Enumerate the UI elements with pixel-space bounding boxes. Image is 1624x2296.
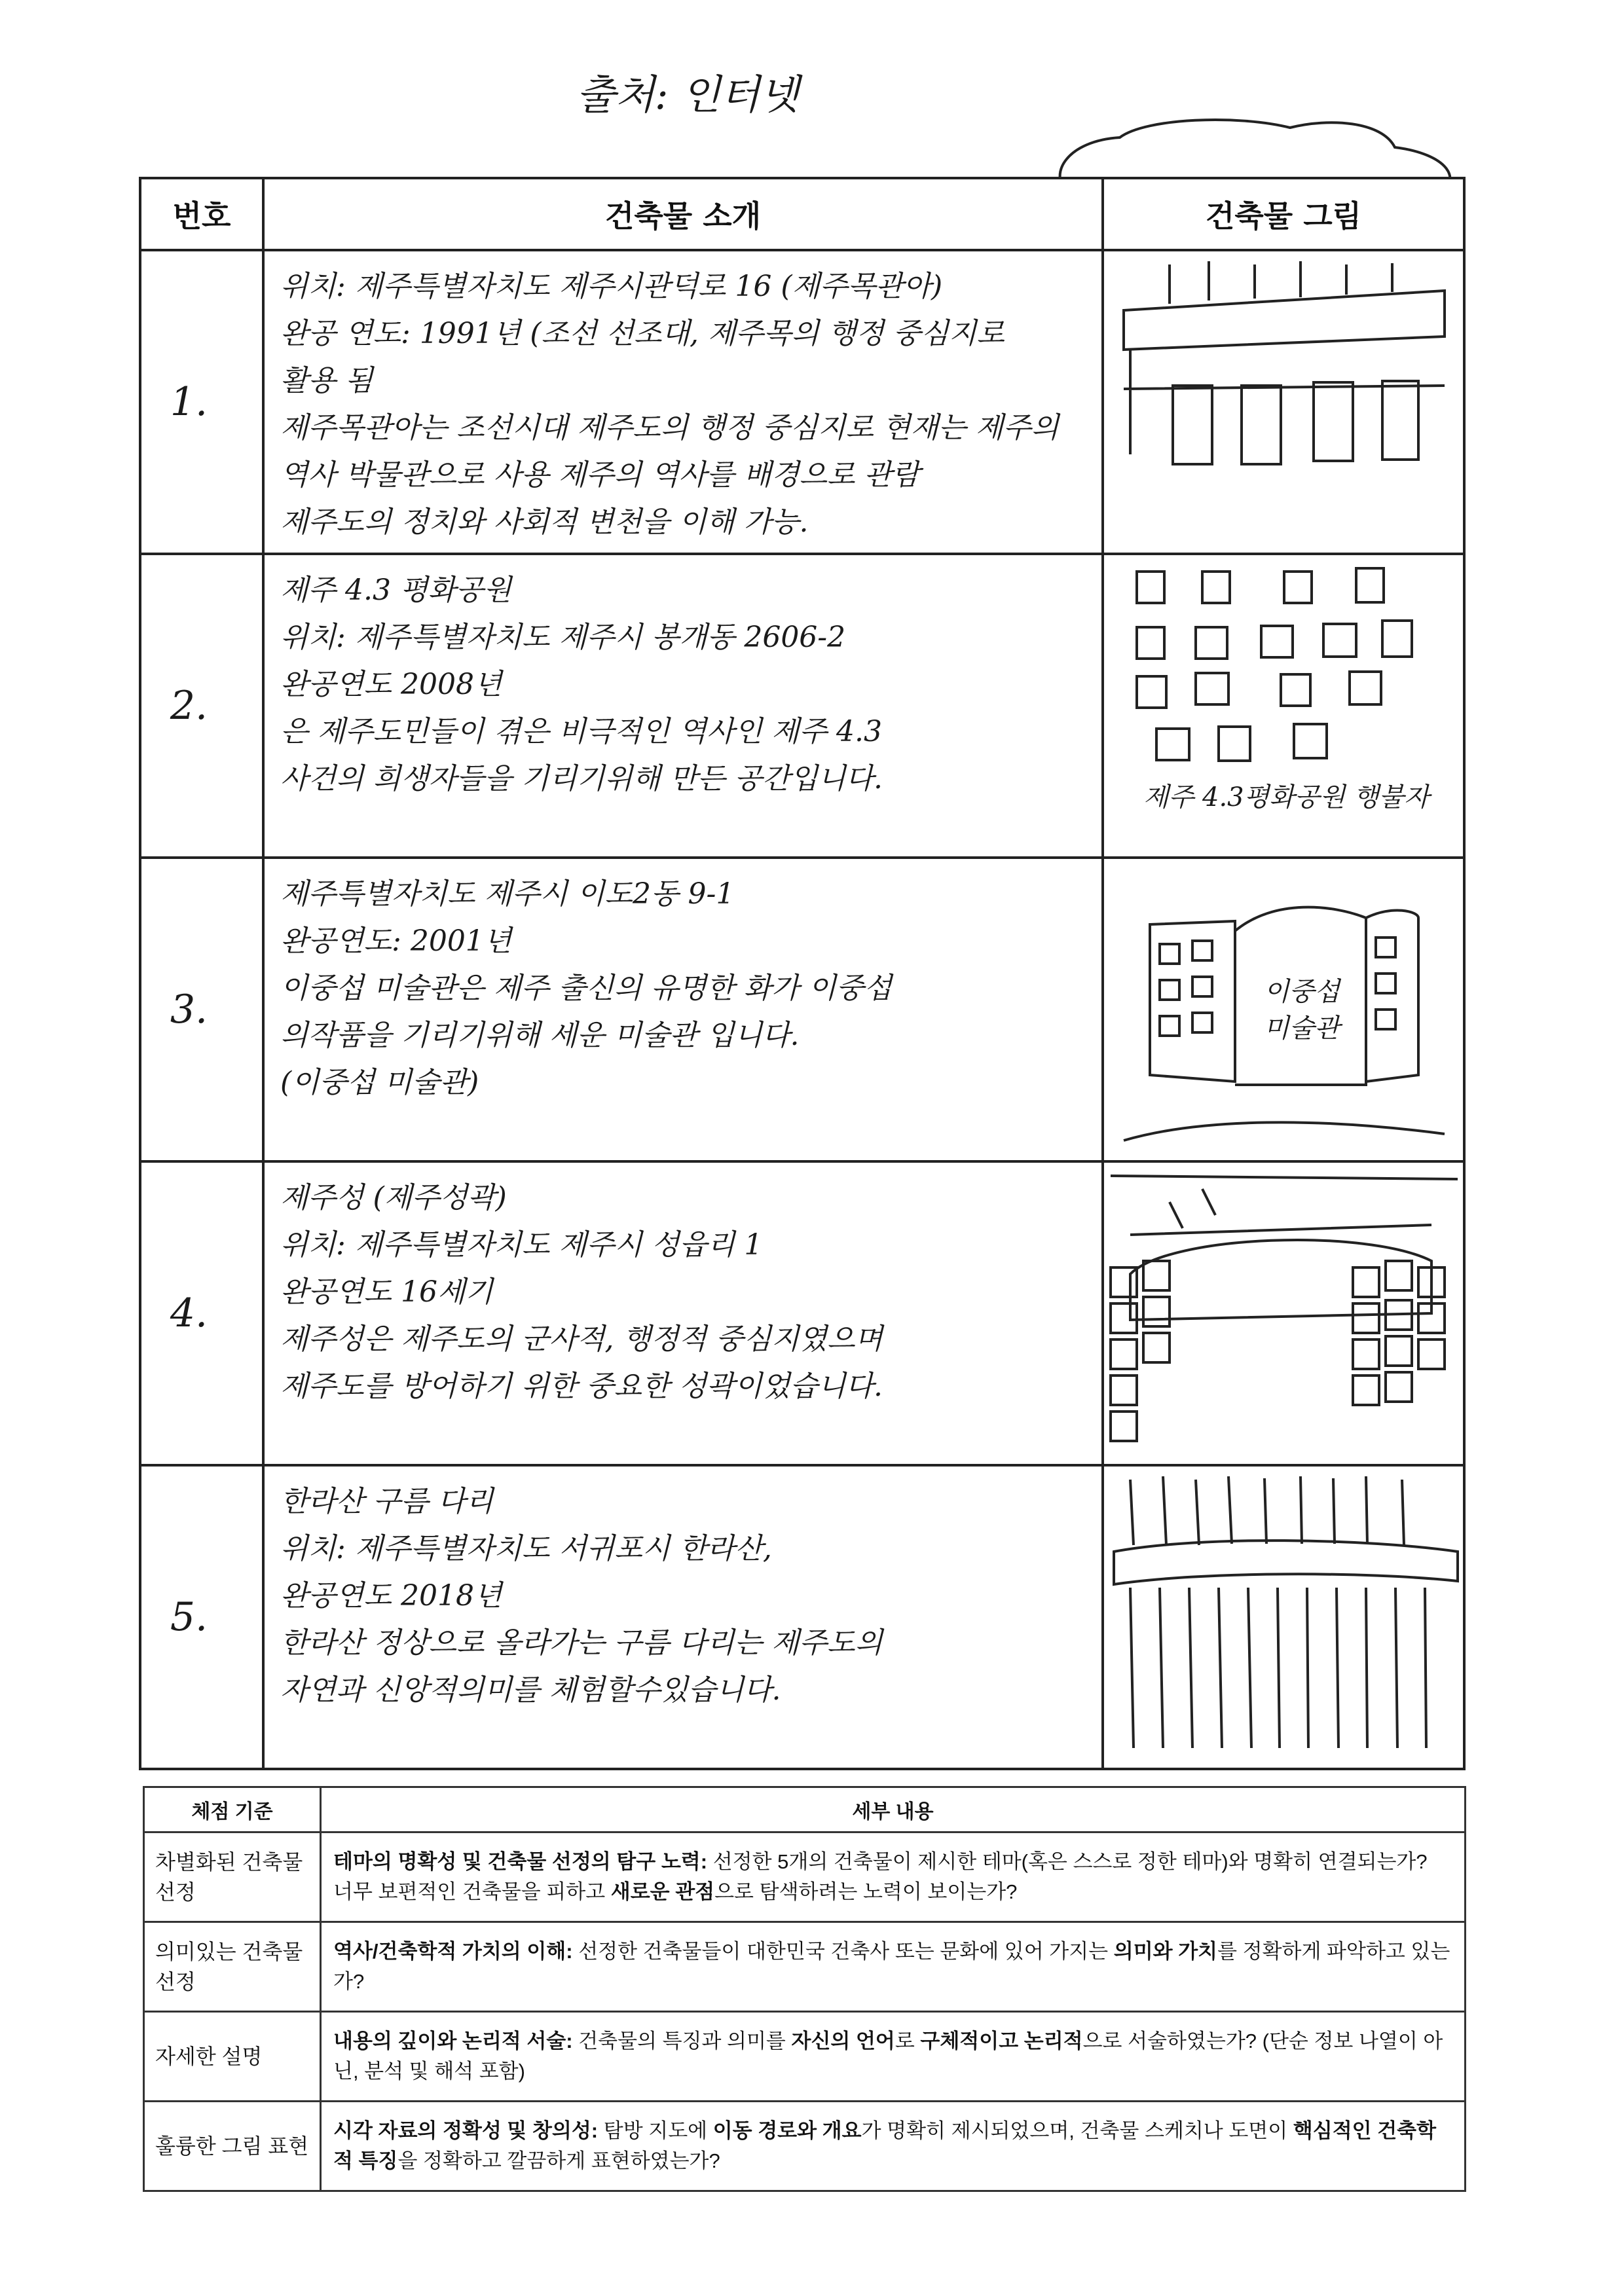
drawing-cell xyxy=(1103,1465,1464,1769)
description-line: 사건의 희생자들을 기리기위해 만든 공간입니다. xyxy=(280,762,883,795)
description-line: 제주성은 제주도의 군사적, 행정적 중심지였으며 xyxy=(280,1322,883,1356)
rubric-criteria: 의미있는 건축물 선정 xyxy=(144,1922,321,2012)
row-description xyxy=(263,858,1103,1161)
row-number: 5. xyxy=(140,1465,263,1769)
description-line: 위치: 제주특별자치도 서귀포시 한라산, xyxy=(280,1532,772,1565)
detail-text: 탐방 지도에 xyxy=(598,2119,713,2142)
rubric-row xyxy=(144,1922,1466,2012)
rubric-header-criteria: 체점 기준 xyxy=(144,1787,321,1832)
rubric-detail xyxy=(321,2012,1466,2102)
drawing-label: 이중섭 미술관 xyxy=(1264,977,1340,1044)
detail-bold: 테마의 명확성 및 건축물 선정의 탐구 노력: xyxy=(333,1850,708,1873)
description-line: 위치: 제주특별자치도 제주시관덕로 16 (제주목관아) xyxy=(280,270,943,303)
description-line: 위치: 제주특별자치도 제주시 성읍리 1 xyxy=(280,1228,763,1262)
row-number: 4. xyxy=(140,1161,263,1465)
grading-rubric-table xyxy=(143,1786,1466,2192)
detail-text: 으로 탐색하려는 노력이 보이는가? xyxy=(714,1880,1018,1903)
table-row xyxy=(140,858,1464,1161)
drawing-cell xyxy=(1103,250,1464,554)
description-line: 한라산 구름 다리 xyxy=(280,1485,494,1518)
detail-bold: 이동 경로와 개요 xyxy=(712,2119,862,2142)
row-description xyxy=(263,1161,1103,1465)
description-line: 활용 됨 xyxy=(280,364,373,397)
description-line: 의작품을 기리기위해 세운 미술관 입니다. xyxy=(280,1019,800,1052)
description-line: 위치: 제주특별자치도 제주시 봉개동 2606-2 xyxy=(280,621,846,654)
description-line: 한라산 정상으로 올라가는 구름 다리는 제주도의 xyxy=(280,1626,883,1660)
table-row xyxy=(140,1161,1464,1465)
detail-text: 건축물의 특징과 의미를 xyxy=(572,2030,792,2052)
detail-bold: 자신의 언어 xyxy=(791,2030,895,2052)
detail-text: 을 정확하고 깔끔하게 표현하였는가? xyxy=(397,2149,720,2172)
description-line: 완공연도 2018년 xyxy=(280,1579,502,1613)
row-number: 2. xyxy=(140,554,263,858)
rubric-row xyxy=(144,2102,1466,2191)
gwanadeok-sketch xyxy=(1104,251,1463,553)
description-line: 완공연도 16세기 xyxy=(280,1275,493,1309)
building-table xyxy=(139,177,1466,1770)
detail-text: 를 정확하게 파악하고 있는가? xyxy=(333,1940,1450,1993)
header-intro: 건축물 소개 xyxy=(263,178,1103,250)
detail-text: 가 명확히 제시되었으며, 건축물 스케치나 도면이 xyxy=(861,2119,1293,2142)
description-line: 자연과 신앙적의미를 체험할수있습니다. xyxy=(280,1673,781,1707)
rubric-header-row xyxy=(144,1787,1466,1832)
row-description xyxy=(263,250,1103,554)
rubric-criteria: 훌륭한 그림 표현 xyxy=(144,2102,321,2191)
detail-bold: 시각 자료의 정확성 및 창의성: xyxy=(333,2119,599,2142)
drawing-cell xyxy=(1103,554,1464,858)
description-line: 제주도의 정치와 사회적 변천을 이해 가능. xyxy=(280,505,809,539)
row-number: 1. xyxy=(140,250,263,554)
detail-text: 로 xyxy=(895,2030,921,2052)
detail-text: 선정한 건축물들이 대한민국 건축사 또는 문화에 있어 가지는 xyxy=(572,1940,1114,1963)
source-note: 출처: 인터넷 xyxy=(576,71,800,118)
peace-park-sketch xyxy=(1104,555,1463,791)
description-line: 제주성 (제주성곽) xyxy=(280,1181,507,1214)
description-line: 제주목관아는 조선시대 제주도의 행정 중심지로 현재는 제주의 xyxy=(280,411,1060,445)
rubric-detail xyxy=(321,2102,1466,2191)
cloud-bridge-sketch xyxy=(1104,1467,1463,1768)
rubric-header-details: 세부 내용 xyxy=(321,1787,1466,1832)
description-line: 제주 4.3 평화공원 xyxy=(280,574,511,607)
detail-bold: 핵심적인 건축학적 특징 xyxy=(333,2119,1437,2172)
detail-bold: 새로운 관점 xyxy=(610,1880,715,1903)
description-line: 은 제주도민들이 겪은 비극적인 역사인 제주 4.3 xyxy=(280,715,882,748)
rubric-criteria: 자세한 설명 xyxy=(144,2012,321,2102)
header-drawing: 건축물 그림 xyxy=(1103,178,1464,250)
row-number: 3. xyxy=(140,858,263,1161)
detail-bold: 의미와 가치 xyxy=(1113,1940,1218,1963)
rubric-detail xyxy=(321,1922,1466,2012)
header-number: 번호 xyxy=(140,178,263,250)
row-description xyxy=(263,1465,1103,1769)
rubric-criteria: 차별화된 건축물 선정 xyxy=(144,1832,321,1922)
table-row xyxy=(140,250,1464,554)
detail-bold: 구체적이고 논리적 xyxy=(920,2030,1083,2052)
drawing-cell xyxy=(1103,858,1464,1161)
drawing-label: 제주 4.3평화공원 행불자 xyxy=(1143,782,1430,812)
jeju-fortress-sketch xyxy=(1104,1163,1463,1464)
detail-bold: 역사/건축학적 가치의 이해: xyxy=(333,1940,573,1963)
description-line: 제주도를 방어하기 위한 중요한 성곽이었습니다. xyxy=(280,1370,883,1403)
table-row xyxy=(140,554,1464,858)
rubric-row xyxy=(144,2012,1466,2102)
detail-text: 으로 서술하였는가? (단순 정보 나열이 아닌, 분석 및 해석 포함) xyxy=(333,2030,1443,2083)
table-header-row xyxy=(140,178,1464,250)
description-line: 완공연도 2008년 xyxy=(280,668,502,701)
rubric-detail xyxy=(321,1832,1466,1922)
description-line: 이중섭 미술관은 제주 출신의 유명한 화가 이중섭 xyxy=(280,972,892,1005)
description-line: (이중섭 미술관) xyxy=(280,1066,479,1099)
row-description xyxy=(263,554,1103,858)
rubric-row xyxy=(144,1832,1466,1922)
detail-bold: 내용의 깊이와 논리적 서술: xyxy=(333,2030,573,2052)
description-line: 제주특별자치도 제주시 이도2동 9-1 xyxy=(280,877,735,911)
detail-text: 선정한 5개의 건축물이 제시한 테마(혹은 스스로 정한 테마)와 명확히 연결되는가? 너무 보편적인 건축물을 피하고 xyxy=(333,1850,1428,1903)
table-row xyxy=(140,1465,1464,1769)
description-line: 완공연도: 2001년 xyxy=(280,924,512,958)
description-line: 완공 연도: 1991년 (조선 선조대, 제주목의 행정 중심지로 xyxy=(280,317,1005,350)
description-line: 역사 박물관으로 사용 제주의 역사를 배경으로 관람 xyxy=(280,458,920,492)
drawing-cell xyxy=(1103,1161,1464,1465)
